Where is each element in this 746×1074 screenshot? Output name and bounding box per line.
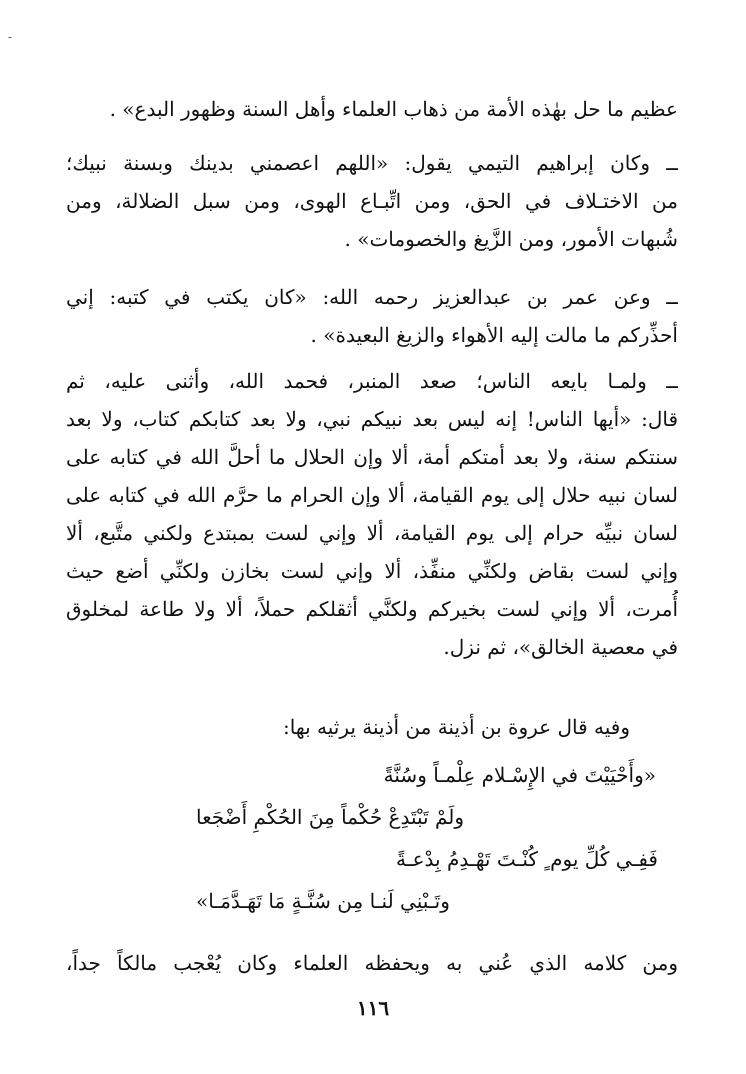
text-line: ومن كلامه الذي عُني به ويحفظه العلماء وكان يُعْجب مالكاً جداً،: [66, 951, 678, 975]
text-line: لسان نبيِّه حرام إلى يوم القيامة، ألا وإني لست بمبتدع ولكني متَّبع، ألا: [66, 521, 678, 545]
text-line: سنتكم سنة، ولا بعد أمتكم أمة، ألا وإن الحلال ما أحلَّ الله في كتابه على: [66, 445, 678, 469]
paragraph-4: [66, 362, 678, 666]
text-line: ــ وعن عمر بن عبدالعزيز رحمه الله: «كان يكتب في كتبه: إني: [66, 285, 678, 309]
text-line: أُمرت، ألا وإني لست بخيركم ولكنَّي أثقلكم حملاً، ألا ولا طاعة لمخلوق: [66, 597, 678, 621]
scan-mark: ‑: [8, 30, 13, 44]
poem-verse-1a: [384, 755, 656, 795]
text-line: عظيم ما حل بهٰذه الأمة من ذهاب العلماء وأهل السنة وظهور البدع» .: [109, 97, 678, 121]
poem-line: وتَـبْنِي لَنـا مِن سُنَّـةٍ مَا تَهَـدَّمَـا»: [196, 889, 450, 913]
paragraph-6: [66, 944, 678, 982]
poem-verse-2b: [196, 881, 676, 921]
page-number: ١١٦: [356, 996, 390, 1020]
text-line: ــ وكان إبراهيم التيمي يقول: «اللهم اعصمني بدينك وبسنة نبيك؛: [66, 151, 678, 175]
paragraph-2: [66, 144, 678, 258]
paragraph-3: [66, 278, 678, 354]
poem-line: «وأَحْيَيْتَ في الإِسْـلام عِلْمـاً وسُنَّةً: [383, 763, 656, 787]
text-line: وفيه قال عروة بن أذينة من أذينة يرثيه بها:: [283, 715, 630, 739]
text-line: شُبهات الأمور، ومن الزَّيغ والخصومات» .: [344, 227, 678, 251]
text-line: ــ ولمـا بايعه الناس؛ صعد المنبر، فحمد الله، وأثنى عليه، ثم: [66, 369, 678, 393]
paragraph-1: [66, 90, 678, 128]
text-line: وإني لست بقاض ولكنِّي منفِّذ، ألا وإني لست بخازن ولكنِّي أضع حيث: [66, 559, 678, 583]
poem-line: فَفِـي كُلِّ يوم ٍ كُنْـتَ تَهْـدِمُ بِدْعـةً: [396, 847, 658, 871]
text-line: قال: «أيها الناس! إنه ليس بعد نبيكم نبي، ولا بعد كتابكم كتاب، ولا بعد: [66, 407, 678, 431]
text-line: لسان نبيه حلال إلى يوم القيامة، ألا وإن الحرام ما حرَّم الله في كتابه على: [66, 483, 678, 507]
poem-line: ولَمْ تَبْتَدِعْ حُكْماً مِنَ الحُكْمِ أَضْجَعا: [196, 805, 465, 829]
text-line: أحذِّركم ما مالت إليه الأهواء والزيغ البعيدة» .: [310, 323, 678, 347]
text-line: في معصية الخالق»، ثم نزل.: [443, 635, 678, 659]
paragraph-5: [66, 708, 678, 746]
poem-verse-2a: [396, 839, 658, 879]
poem-verse-1b: [196, 797, 676, 837]
text-line: من الاختـلاف في الحق، ومن اتِّبـاع الهوى، ومن سبل الضلالة، ومن: [66, 189, 678, 213]
